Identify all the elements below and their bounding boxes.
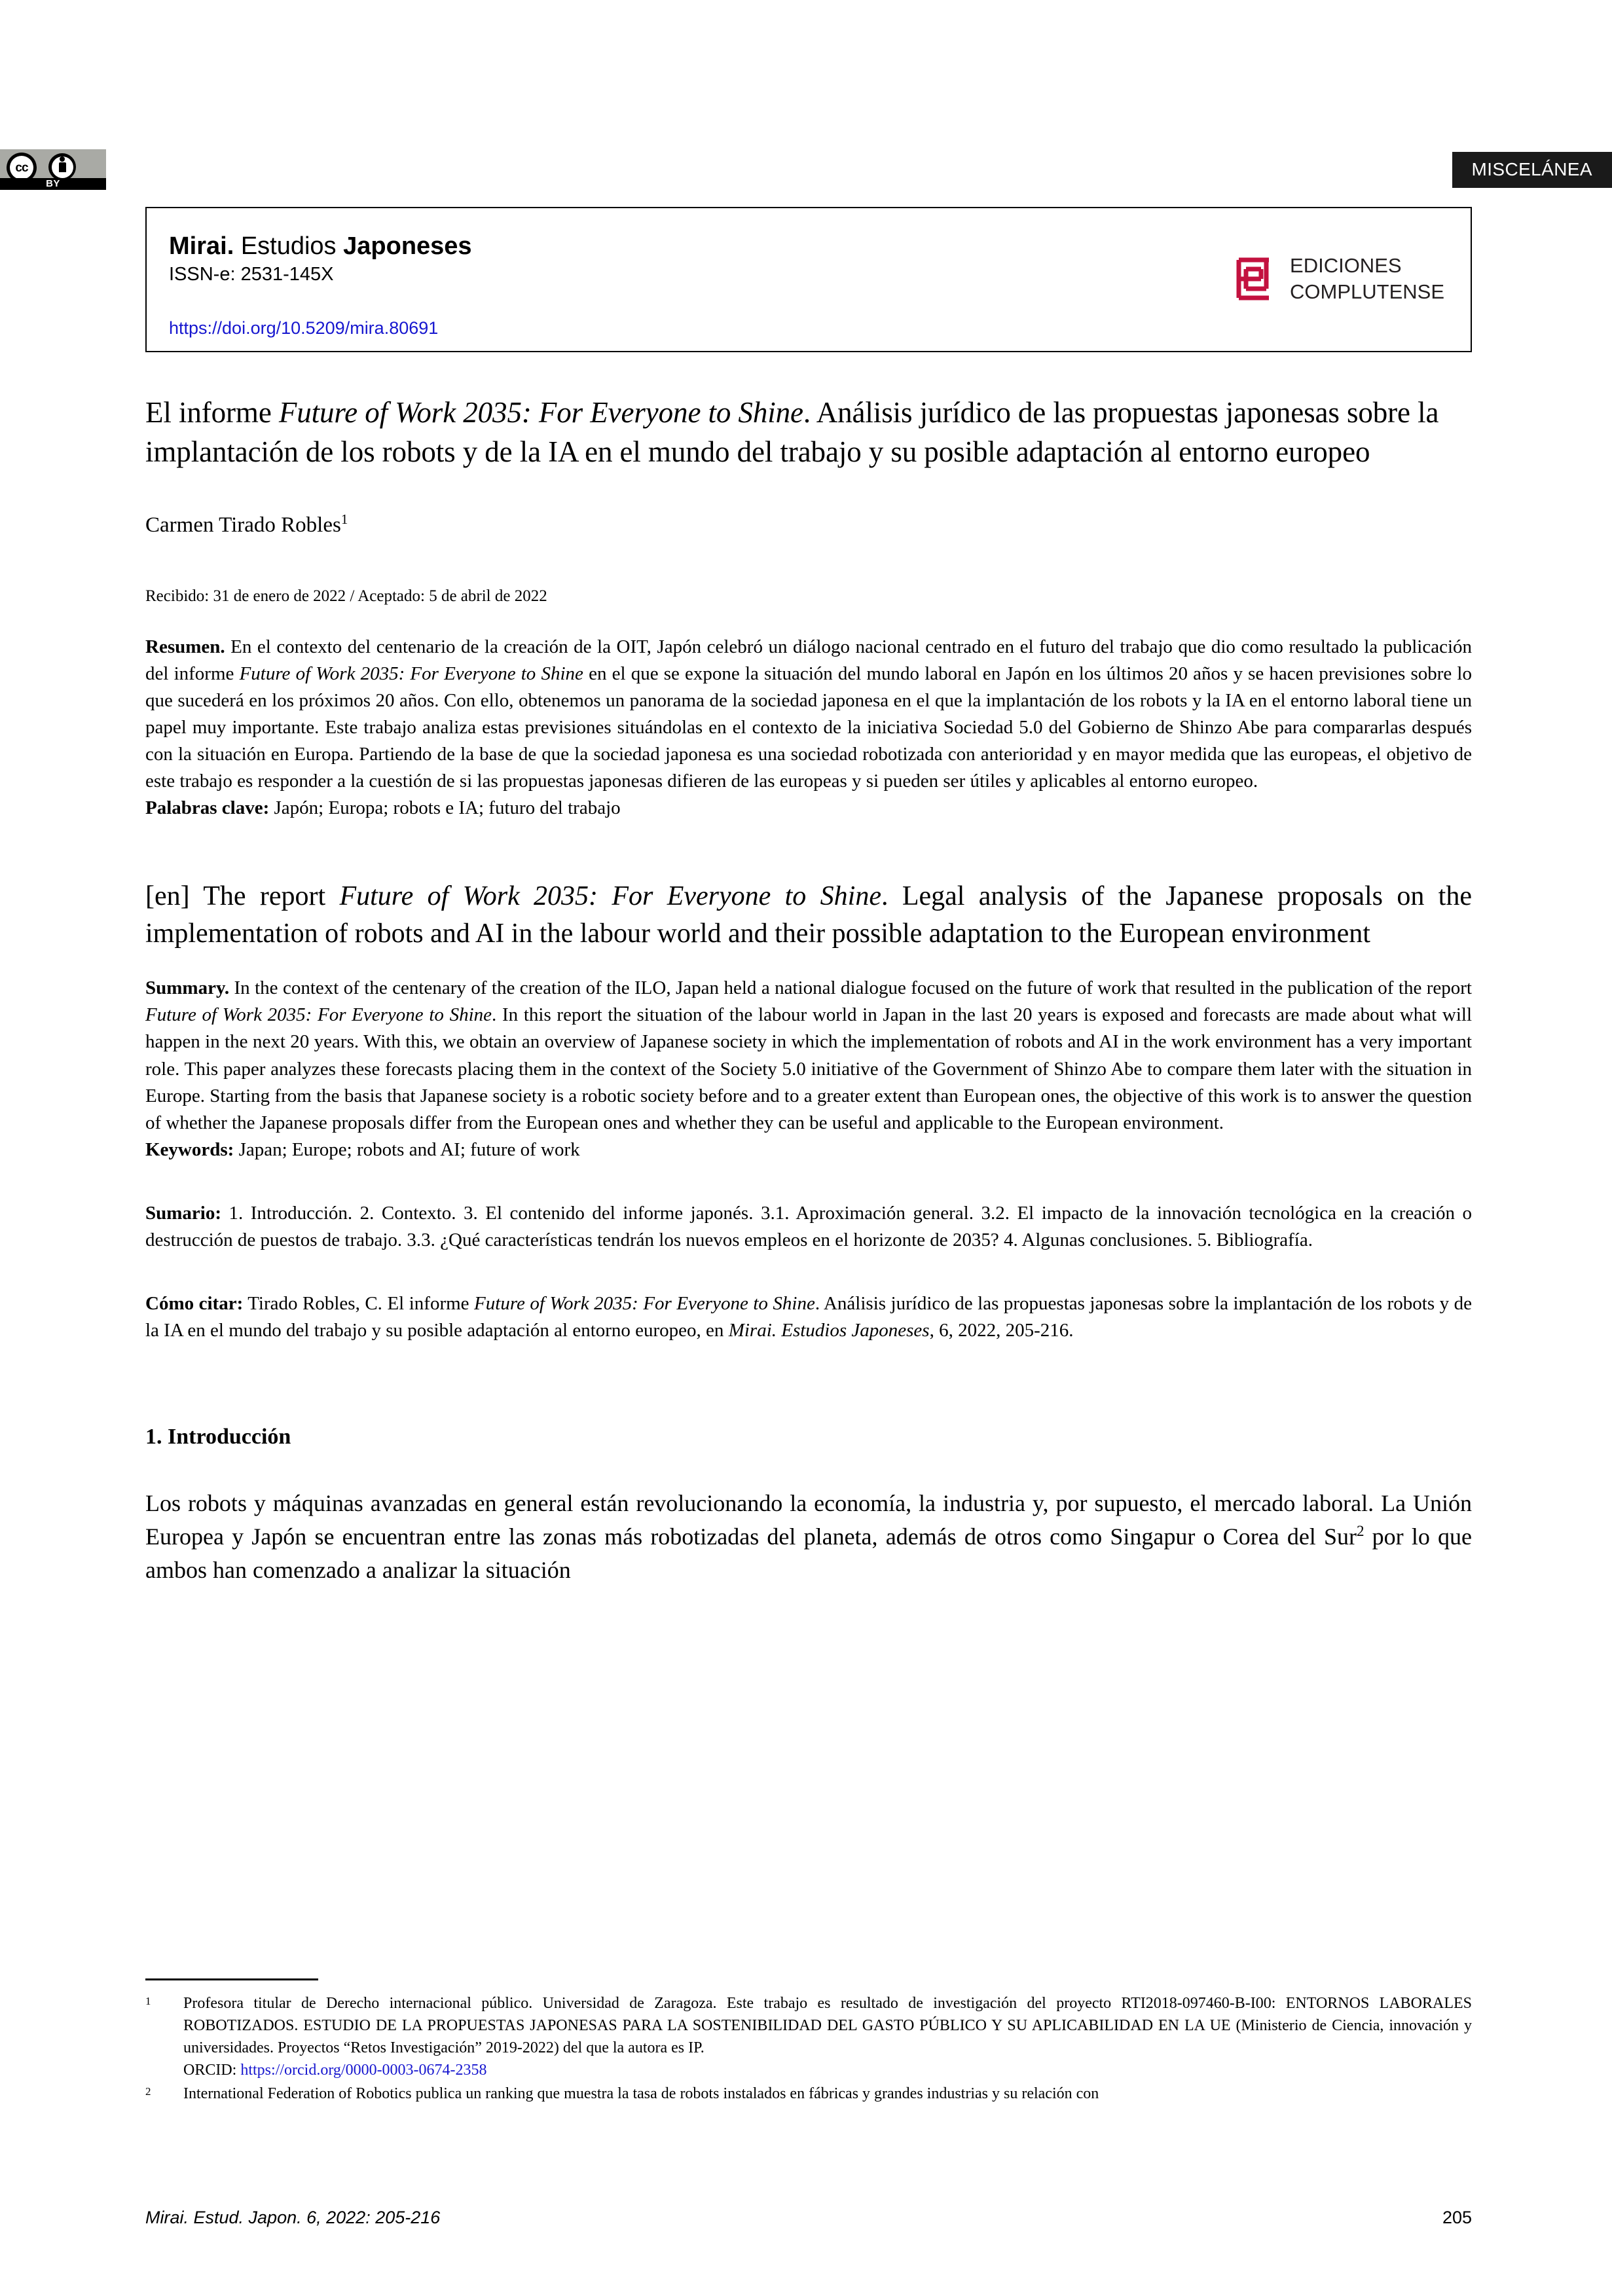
person-head-shape xyxy=(60,156,65,162)
article-author xyxy=(145,511,1472,539)
keywords-text-en: Japan; Europe; robots and AI; future of work xyxy=(234,1139,580,1160)
footnote-1-body: Profesora titular de Derecho internacional público. Universidad de Zaragoza. Este trabajo es resultado de investigación del proyecto RTI2018-097460-B-I00: ENTORNOS LABORALES ROBOTIZADOS. ESTUDIO DE LA PROPUESTAS JAPONESAS PARA LA SOSTENIBILIDAD DEL GASTO PÚBLICO Y SU APLICABILIDAD EN LA UE (Ministerio de Ciencia, innovación y universidades. Proyectos “Retos Investigación” 2019-2022) del que la autora es IP. xyxy=(183,1995,1472,2057)
footnote-2-text: International Federation of Robotics publica un ranking que muestra la tasa de robots instalados en fábricas y grandes industrias y su relación con xyxy=(183,2085,1099,2103)
footer-journal-reference: Mirai. Estud. Japon. 6, 2022: 205-216 xyxy=(145,2208,441,2227)
author-footnote-marker: 1 xyxy=(340,511,348,527)
publisher-line-1: EDICIONES xyxy=(1290,254,1402,277)
footnote-marker-2: 2 xyxy=(1357,1523,1365,1540)
title-prefix: El informe xyxy=(145,396,279,429)
keywords-label-es: Palabras clave: xyxy=(145,797,270,819)
footnote-1-orcid xyxy=(183,2059,1472,2081)
journal-name-estudios: Estudios xyxy=(240,232,337,260)
footnote-2-number: 2 xyxy=(145,2085,151,2098)
section1-text-post: por lo que ambos han comenzado a analizar la situación xyxy=(145,1523,1473,1584)
journal-issn: ISSN-e: 2531-145X xyxy=(169,264,334,285)
sumario-text: 1. Introducción. 2. Contexto. 3. El contenido del informe japonés. 3.1. Aproximación general. 3.2. El impacto de la innovación tecnológica en la creación o destrucción de puestos de trabajo. 3.3. ¿Qué características tendrán los nuevos empleos en el horizonte de 2035? 4. Algunas conclusiones. 5. Bibliografía. xyxy=(145,1202,1472,1250)
keywords-label-en: Keywords: xyxy=(145,1139,234,1160)
article-title-en xyxy=(145,878,1472,953)
section-badge: MISCELÁNEA xyxy=(1452,152,1612,188)
article-content xyxy=(145,393,1472,1587)
spacer xyxy=(145,1344,1472,1423)
journal-header-box xyxy=(145,207,1472,352)
title-suffix: . Análisis jurídico de las propuestas japonesas sobre la implantación de los robots y de la IA en el mundo del trabajo y su posible adaptación al entorno europeo xyxy=(145,396,1439,469)
publisher-logo xyxy=(1235,253,1444,304)
keywords-text-es: Japón; Europa; robots e IA; futuro del trabajo xyxy=(269,797,621,819)
abstract-label-es: Resumen. xyxy=(145,636,225,657)
keywords-english xyxy=(145,1137,1472,1163)
footnote-1 xyxy=(145,1992,1472,2081)
abstract-text-en-1: In the context of the centenary of the creation of the ILO, Japan held a national dialogue focused on the future of work that resulted in the publication of the report xyxy=(229,977,1472,999)
abstract-text-es-1: En el contexto del centenario de la creación de la OIT, Japón celebró un diálogo nacional centrado en el futuro del trabajo que dio como resultado la publicación del informe xyxy=(145,636,1472,685)
table-of-contents xyxy=(145,1200,1472,1254)
sumario-label: Sumario: xyxy=(145,1202,221,1224)
footnote-1-number: 1 xyxy=(145,1995,151,2007)
keywords-spanish xyxy=(145,795,1472,822)
orcid-label: ORCID: xyxy=(183,2062,241,2079)
cite-text-2: . Análisis jurídico de las propuestas japonesas sobre la implantación de los robots y de la IA en el mundo del trabajo y su posible adaptación al entorno europeo, en xyxy=(145,1292,1472,1341)
journal-name-mirai: Mirai. xyxy=(169,232,234,260)
how-to-cite xyxy=(145,1290,1472,1344)
cc-by-label: BY xyxy=(46,178,60,189)
cite-label: Cómo citar: xyxy=(145,1292,244,1314)
publisher-name xyxy=(1290,253,1444,304)
footnotes-area xyxy=(145,1978,1472,2106)
person-body-shape xyxy=(59,162,66,172)
title-en-suffix: . Legal analysis of the Japanese proposals on the implementation of robots and AI in the labour world and their possible adaptation to the European environment xyxy=(145,881,1472,949)
article-title-es xyxy=(145,393,1472,472)
abstract-italic-en-1: Future of Work 2035: For Everyone to Shine xyxy=(145,1004,492,1026)
footnote-separator-rule xyxy=(145,1978,318,1980)
cite-text-3: , 6, 2022, 205-216. xyxy=(929,1319,1074,1341)
author-name: Carmen Tirado Robles xyxy=(145,513,341,537)
section1-paragraph xyxy=(145,1487,1472,1587)
abstract-english xyxy=(145,975,1472,1136)
title-en-report-name: Future of Work 2035: For Everyone to Shine xyxy=(339,881,881,912)
spacer xyxy=(145,1254,1472,1290)
journal-name-japoneses: Japoneses xyxy=(343,232,472,260)
title-report-name: Future of Work 2035: For Everyone to Shine xyxy=(278,396,803,429)
journal-title xyxy=(169,232,472,261)
journal-doi-link[interactable]: https://doi.org/10.5209/mira.80691 xyxy=(169,318,439,338)
ediciones-complutense-mark-icon xyxy=(1235,257,1275,301)
title-en-prefix: [en] The report xyxy=(145,881,340,912)
abstract-spanish xyxy=(145,634,1472,795)
spacer xyxy=(145,1163,1472,1200)
cite-italic-2: Mirai. Estudios Japoneses xyxy=(728,1319,930,1341)
cite-italic-1: Future of Work 2035: For Everyone to Shine xyxy=(474,1292,815,1314)
publisher-line-2: COMPLUTENSE xyxy=(1290,280,1444,303)
abstract-text-en-2: . In this report the situation of the labour world in Japan in the last 20 years is exposed and forecasts are made about what will happen in the next 20 years. With this, we obtain an overview of Japanese society in which the implementation of robots and AI in the work environment has a very important role. This paper analyzes these forecasts placing them in the context of the Society 5.0 initiative of the Government of Shinzo Abe to compare them later with the situation in Europe. Starting from the basis that Japanese society is a robotic society before and to a greater extent than European ones, the objective of this work is to answer the question of whether the Japanese proposals differ from the European ones and whether they can be useful and applicable to the European environment. xyxy=(145,1004,1472,1133)
received-accepted-dates: Recibido: 31 de enero de 2022 / Aceptado: 5 de abril de 2022 xyxy=(145,587,547,606)
footnote-1-text xyxy=(183,1992,1472,2081)
page-footer xyxy=(145,2208,1472,2228)
cc-attribution-person-icon xyxy=(48,153,76,181)
cc-logo-inner xyxy=(10,156,33,179)
spacer xyxy=(145,822,1472,878)
cite-text-1: Tirado Robles, C. El informe xyxy=(243,1292,475,1314)
abstract-text-es-2: en el que se expone la situación del mundo laboral en Japón en los últimos 20 años y se hacen previsiones sobre lo que sucederá en los próximos 20 años. Con ello, obtenemos un panorama de la sociedad japonesa en el que la implantación de los robots y la IA en el entorno laboral tiene un papel muy importante. Este trabajo analiza estas previsiones situándolas en el contexto de la iniciativa Sociedad 5.0 del Gobierno de Shinzo Abe para compararlas después con la situación en Europa. Partiendo de la base de que la sociedad japonesa es una sociedad robotizada con anterioridad y en mayor medida que las europeas, el objetivo de este trabajo es responder a la cuestión de si las propuestas japonesas difieren de las europeas y si pueden ser útiles y aplicables al entorno europeo. xyxy=(145,663,1472,792)
footnote-2 xyxy=(145,2083,1472,2105)
abstract-italic-es-1: Future of Work 2035: For Everyone to Shine xyxy=(239,663,583,685)
cc-glyph: cc xyxy=(15,160,28,175)
creative-commons-by-icon xyxy=(0,149,106,190)
abstract-label-en: Summary. xyxy=(145,977,230,999)
section1-text-pre: Los robots y máquinas avanzadas en general están revolucionando la economía, la industria y, por supuesto, el mercado laboral. La Unión Europea y Japón se encuentran entre las zonas más robotizadas del planeta, además de otros como Singapur o Corea del Sur xyxy=(145,1489,1472,1550)
cc-person-inner xyxy=(52,156,73,178)
section-heading-introduccion: 1. Introducción xyxy=(145,1424,291,1449)
orcid-link[interactable]: https://orcid.org/0000-0003-0674-2358 xyxy=(240,2062,487,2079)
footer-page-number: 205 xyxy=(1442,2208,1472,2227)
spacer xyxy=(145,1451,1472,1487)
